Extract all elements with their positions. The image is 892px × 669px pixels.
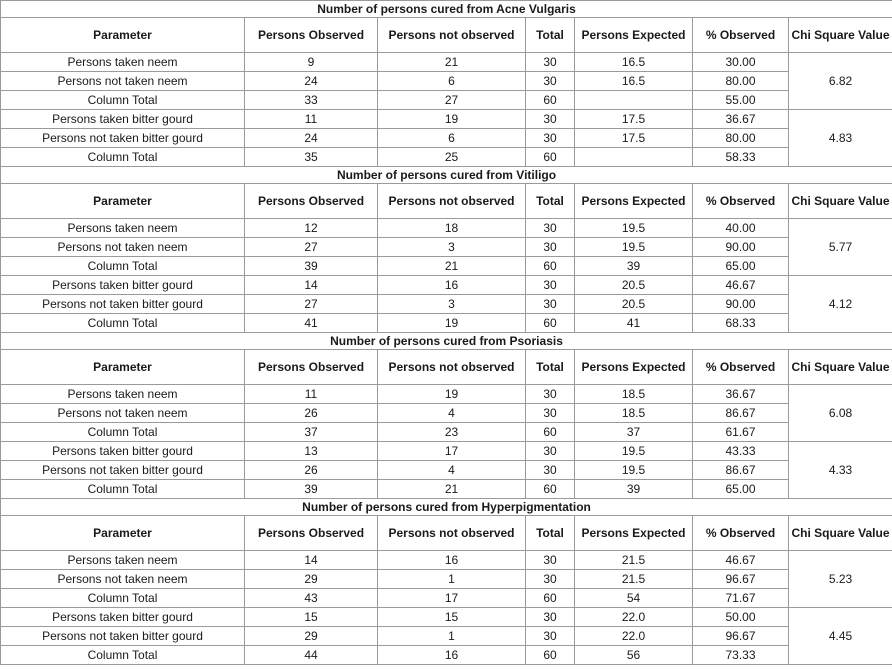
persons-observed-cell: 24	[245, 72, 378, 91]
persons-observed-cell: 41	[245, 314, 378, 333]
persons-expected-cell: 19.5	[575, 238, 693, 257]
persons-expected-cell: 19.5	[575, 219, 693, 238]
header-persons-not-observed: Persons not observed	[378, 516, 526, 551]
table-row	[1, 91, 892, 110]
persons-expected-cell: 21.5	[575, 551, 693, 570]
chi-square-cell: 4.83	[789, 110, 892, 167]
parameter-cell: Persons not taken bitter gourd	[1, 461, 245, 480]
persons-not-observed-cell: 21	[378, 257, 526, 276]
parameter-cell: Persons taken neem	[1, 219, 245, 238]
persons-expected-cell: 20.5	[575, 276, 693, 295]
total-cell: 60	[526, 148, 575, 167]
persons-observed-cell: 14	[245, 276, 378, 295]
parameter-cell: Persons taken neem	[1, 385, 245, 404]
percent-observed-cell: 36.67	[693, 110, 789, 129]
persons-not-observed-cell: 17	[378, 589, 526, 608]
percent-observed-cell: 30.00	[693, 53, 789, 72]
header-row	[1, 350, 892, 385]
persons-not-observed-cell: 3	[378, 295, 526, 314]
header-persons-observed: Persons Observed	[245, 18, 378, 53]
section-title: Number of persons cured from Hyperpigmentation	[1, 499, 892, 516]
persons-observed-cell: 14	[245, 551, 378, 570]
table-row	[1, 129, 892, 148]
header-parameter: Parameter	[1, 350, 245, 385]
header-persons-not-observed: Persons not observed	[378, 184, 526, 219]
header-chi-square-value: Chi Square Value	[789, 516, 892, 551]
table-row	[1, 238, 892, 257]
persons-observed-cell: 26	[245, 404, 378, 423]
persons-not-observed-cell: 27	[378, 91, 526, 110]
header-percent-observed: % Observed	[693, 184, 789, 219]
header-persons-observed: Persons Observed	[245, 516, 378, 551]
table-row	[1, 461, 892, 480]
total-cell: 60	[526, 257, 575, 276]
persons-observed-cell: 29	[245, 627, 378, 646]
persons-expected-cell: 18.5	[575, 385, 693, 404]
total-cell: 30	[526, 551, 575, 570]
persons-not-observed-cell: 19	[378, 110, 526, 129]
total-cell: 30	[526, 129, 575, 148]
header-percent-observed: % Observed	[693, 350, 789, 385]
total-cell: 30	[526, 238, 575, 257]
table-row	[1, 385, 892, 404]
chi-square-cell: 4.12	[789, 276, 892, 333]
parameter-cell: Column Total	[1, 589, 245, 608]
header-total: Total	[526, 350, 575, 385]
section-title-row	[1, 1, 892, 18]
persons-observed-cell: 29	[245, 570, 378, 589]
persons-not-observed-cell: 16	[378, 646, 526, 665]
persons-expected-cell	[575, 91, 693, 110]
table-row	[1, 219, 892, 238]
persons-expected-cell: 19.5	[575, 442, 693, 461]
percent-observed-cell: 40.00	[693, 219, 789, 238]
persons-observed-cell: 24	[245, 129, 378, 148]
header-chi-square-value: Chi Square Value	[789, 350, 892, 385]
chi-square-cell: 4.33	[789, 442, 892, 499]
persons-not-observed-cell: 1	[378, 627, 526, 646]
persons-not-observed-cell: 4	[378, 404, 526, 423]
persons-observed-cell: 44	[245, 646, 378, 665]
persons-observed-cell: 12	[245, 219, 378, 238]
persons-observed-cell: 15	[245, 608, 378, 627]
persons-expected-cell: 16.5	[575, 53, 693, 72]
parameter-cell: Persons not taken bitter gourd	[1, 129, 245, 148]
parameter-cell: Persons not taken neem	[1, 72, 245, 91]
persons-not-observed-cell: 15	[378, 608, 526, 627]
parameter-cell: Persons taken neem	[1, 53, 245, 72]
table-row	[1, 570, 892, 589]
total-cell: 60	[526, 646, 575, 665]
persons-observed-cell: 27	[245, 238, 378, 257]
total-cell: 30	[526, 570, 575, 589]
total-cell: 30	[526, 276, 575, 295]
persons-not-observed-cell: 18	[378, 219, 526, 238]
percent-observed-cell: 96.67	[693, 570, 789, 589]
percent-observed-cell: 43.33	[693, 442, 789, 461]
header-persons-expected: Persons Expected	[575, 18, 693, 53]
persons-not-observed-cell: 25	[378, 148, 526, 167]
parameter-cell: Persons not taken neem	[1, 570, 245, 589]
persons-observed-cell: 27	[245, 295, 378, 314]
table-row	[1, 148, 892, 167]
percent-observed-cell: 86.67	[693, 404, 789, 423]
total-cell: 30	[526, 219, 575, 238]
persons-expected-cell	[575, 148, 693, 167]
persons-observed-cell: 13	[245, 442, 378, 461]
persons-not-observed-cell: 19	[378, 314, 526, 333]
persons-expected-cell: 39	[575, 257, 693, 276]
percent-observed-cell: 86.67	[693, 461, 789, 480]
percent-observed-cell: 50.00	[693, 608, 789, 627]
table-row	[1, 589, 892, 608]
header-parameter: Parameter	[1, 18, 245, 53]
header-parameter: Parameter	[1, 516, 245, 551]
percent-observed-cell: 65.00	[693, 257, 789, 276]
header-row	[1, 184, 892, 219]
persons-observed-cell: 39	[245, 480, 378, 499]
header-total: Total	[526, 516, 575, 551]
parameter-cell: Column Total	[1, 148, 245, 167]
table-row	[1, 627, 892, 646]
percent-observed-cell: 80.00	[693, 129, 789, 148]
chi-square-cell: 5.23	[789, 551, 892, 608]
total-cell: 30	[526, 461, 575, 480]
header-persons-observed: Persons Observed	[245, 184, 378, 219]
parameter-cell: Column Total	[1, 257, 245, 276]
percent-observed-cell: 46.67	[693, 276, 789, 295]
table-row	[1, 646, 892, 665]
persons-expected-cell: 22.0	[575, 627, 693, 646]
persons-observed-cell: 35	[245, 148, 378, 167]
total-cell: 60	[526, 91, 575, 110]
table-row	[1, 480, 892, 499]
persons-expected-cell: 22.0	[575, 608, 693, 627]
total-cell: 30	[526, 53, 575, 72]
percent-observed-cell: 96.67	[693, 627, 789, 646]
percent-observed-cell: 71.67	[693, 589, 789, 608]
parameter-cell: Column Total	[1, 423, 245, 442]
header-chi-square-value: Chi Square Value	[789, 184, 892, 219]
section-title: Number of persons cured from Psoriasis	[1, 333, 892, 350]
table-row	[1, 295, 892, 314]
header-total: Total	[526, 18, 575, 53]
header-percent-observed: % Observed	[693, 18, 789, 53]
parameter-cell: Persons not taken neem	[1, 238, 245, 257]
parameter-cell: Column Total	[1, 480, 245, 499]
parameter-cell: Column Total	[1, 314, 245, 333]
section-title-row	[1, 167, 892, 184]
header-percent-observed: % Observed	[693, 516, 789, 551]
table-row	[1, 110, 892, 129]
percent-observed-cell: 90.00	[693, 295, 789, 314]
persons-not-observed-cell: 3	[378, 238, 526, 257]
parameter-cell: Persons taken bitter gourd	[1, 276, 245, 295]
persons-observed-cell: 11	[245, 110, 378, 129]
table-row	[1, 608, 892, 627]
persons-observed-cell: 26	[245, 461, 378, 480]
persons-not-observed-cell: 6	[378, 129, 526, 148]
header-parameter: Parameter	[1, 184, 245, 219]
header-total: Total	[526, 184, 575, 219]
table-row	[1, 314, 892, 333]
chi-square-cell: 6.82	[789, 53, 892, 110]
persons-expected-cell: 16.5	[575, 72, 693, 91]
total-cell: 30	[526, 627, 575, 646]
header-persons-not-observed: Persons not observed	[378, 350, 526, 385]
table-row	[1, 257, 892, 276]
percent-observed-cell: 36.67	[693, 385, 789, 404]
persons-observed-cell: 43	[245, 589, 378, 608]
table-row	[1, 404, 892, 423]
total-cell: 60	[526, 314, 575, 333]
persons-expected-cell: 56	[575, 646, 693, 665]
persons-expected-cell: 37	[575, 423, 693, 442]
persons-expected-cell: 21.5	[575, 570, 693, 589]
persons-not-observed-cell: 21	[378, 480, 526, 499]
percent-observed-cell: 46.67	[693, 551, 789, 570]
chi-square-cell: 6.08	[789, 385, 892, 442]
section-title: Number of persons cured from Acne Vulgaris	[1, 1, 892, 18]
table-row	[1, 551, 892, 570]
parameter-cell: Persons taken bitter gourd	[1, 110, 245, 129]
table-row	[1, 442, 892, 461]
table-row	[1, 72, 892, 91]
persons-not-observed-cell: 21	[378, 53, 526, 72]
header-persons-expected: Persons Expected	[575, 350, 693, 385]
header-row	[1, 18, 892, 53]
header-persons-expected: Persons Expected	[575, 516, 693, 551]
persons-not-observed-cell: 6	[378, 72, 526, 91]
parameter-cell: Column Total	[1, 646, 245, 665]
table-row	[1, 53, 892, 72]
percent-observed-cell: 61.67	[693, 423, 789, 442]
persons-observed-cell: 33	[245, 91, 378, 110]
parameter-cell: Persons taken neem	[1, 551, 245, 570]
table-row	[1, 276, 892, 295]
total-cell: 60	[526, 589, 575, 608]
persons-not-observed-cell: 16	[378, 551, 526, 570]
persons-observed-cell: 39	[245, 257, 378, 276]
persons-observed-cell: 37	[245, 423, 378, 442]
percent-observed-cell: 73.33	[693, 646, 789, 665]
table-row	[1, 423, 892, 442]
section-title: Number of persons cured from Vitiligo	[1, 167, 892, 184]
header-row	[1, 516, 892, 551]
total-cell: 30	[526, 72, 575, 91]
total-cell: 30	[526, 385, 575, 404]
persons-expected-cell: 17.5	[575, 129, 693, 148]
header-persons-expected: Persons Expected	[575, 184, 693, 219]
total-cell: 30	[526, 608, 575, 627]
persons-expected-cell: 19.5	[575, 461, 693, 480]
persons-not-observed-cell: 1	[378, 570, 526, 589]
persons-not-observed-cell: 16	[378, 276, 526, 295]
chi-square-cell: 5.77	[789, 219, 892, 276]
persons-expected-cell: 17.5	[575, 110, 693, 129]
parameter-cell: Persons not taken bitter gourd	[1, 627, 245, 646]
chi-square-cell: 4.45	[789, 608, 892, 665]
persons-expected-cell: 39	[575, 480, 693, 499]
total-cell: 30	[526, 442, 575, 461]
parameter-cell: Persons not taken neem	[1, 404, 245, 423]
percent-observed-cell: 55.00	[693, 91, 789, 110]
total-cell: 30	[526, 295, 575, 314]
persons-not-observed-cell: 19	[378, 385, 526, 404]
persons-not-observed-cell: 23	[378, 423, 526, 442]
header-chi-square-value: Chi Square Value	[789, 18, 892, 53]
total-cell: 30	[526, 404, 575, 423]
section-title-row	[1, 333, 892, 350]
percent-observed-cell: 68.33	[693, 314, 789, 333]
persons-not-observed-cell: 4	[378, 461, 526, 480]
persons-observed-cell: 11	[245, 385, 378, 404]
persons-expected-cell: 41	[575, 314, 693, 333]
persons-expected-cell: 54	[575, 589, 693, 608]
total-cell: 60	[526, 423, 575, 442]
header-persons-observed: Persons Observed	[245, 350, 378, 385]
parameter-cell: Column Total	[1, 91, 245, 110]
header-persons-not-observed: Persons not observed	[378, 18, 526, 53]
percent-observed-cell: 65.00	[693, 480, 789, 499]
persons-observed-cell: 9	[245, 53, 378, 72]
percent-observed-cell: 58.33	[693, 148, 789, 167]
persons-not-observed-cell: 17	[378, 442, 526, 461]
percent-observed-cell: 90.00	[693, 238, 789, 257]
persons-expected-cell: 18.5	[575, 404, 693, 423]
parameter-cell: Persons taken bitter gourd	[1, 608, 245, 627]
total-cell: 30	[526, 110, 575, 129]
total-cell: 60	[526, 480, 575, 499]
parameter-cell: Persons taken bitter gourd	[1, 442, 245, 461]
percent-observed-cell: 80.00	[693, 72, 789, 91]
parameter-cell: Persons not taken bitter gourd	[1, 295, 245, 314]
persons-expected-cell: 20.5	[575, 295, 693, 314]
section-title-row	[1, 499, 892, 516]
